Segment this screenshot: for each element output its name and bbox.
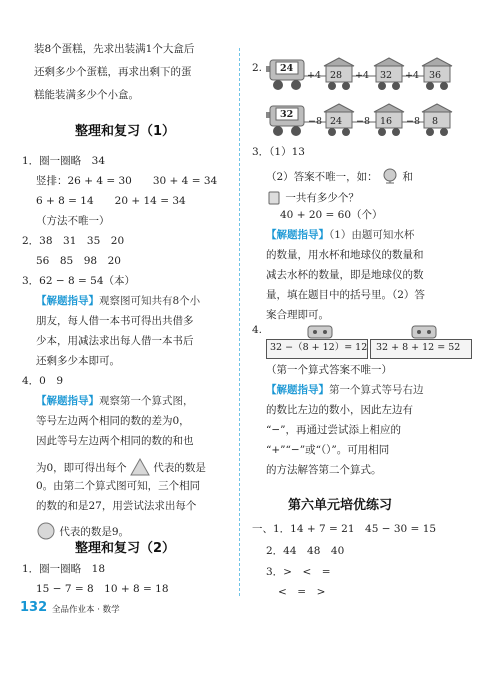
circle-icon bbox=[36, 522, 56, 540]
book-title: 全品作业本 · 数学 bbox=[52, 605, 120, 615]
globe-icon bbox=[381, 168, 399, 184]
hint-label-3: 【解题指导】 bbox=[266, 229, 329, 241]
hint4-line-1: 【解题指导】观察第一个算式图， bbox=[36, 395, 194, 407]
equation-box-1-text: 32 −（8 + 12）= 12 bbox=[270, 342, 368, 353]
s1-line-5: 2．38 31 35 20 bbox=[22, 235, 125, 247]
train1-val-1: 24 bbox=[280, 63, 294, 74]
s2-line-1: 1．圈一圈略 18 bbox=[22, 563, 106, 575]
right-hint3-line-4: 量，填在题目中的括号里。（2）答 bbox=[266, 289, 425, 301]
s1-line-7: 3．62 − 8 = 54（本） bbox=[22, 275, 136, 287]
cup-icon bbox=[266, 189, 282, 205]
column-divider bbox=[239, 48, 240, 596]
hint-label: 【解题指导】 bbox=[36, 295, 99, 307]
s3-line-3: 3．> < = bbox=[266, 566, 331, 578]
s3-line-1: 一、1．14 + 7 = 21 45 − 30 = 15 bbox=[252, 523, 437, 535]
right-hint3-line-1: 【解题指导】（1）由题可知水杯 bbox=[266, 229, 415, 241]
hint3-line-4: 还剩多少本即可。 bbox=[36, 355, 120, 367]
right-hint3-line-2: 的数量，用水杯和地球仪的数量和 bbox=[266, 249, 424, 261]
train2-op-2: −8 bbox=[356, 116, 371, 127]
hint3-line-2: 朋友，每人借一本书可得出共借多 bbox=[36, 315, 194, 327]
s2-line-2: 15 − 7 = 8 10 + 8 = 18 bbox=[36, 583, 169, 595]
train1-op-1: +4 bbox=[307, 70, 322, 81]
hint3-line-3: 少本，用减法求出每人借一本书后 bbox=[36, 335, 194, 347]
q2-label: 2. bbox=[252, 62, 263, 74]
triangle-icon bbox=[130, 458, 150, 476]
s1-line-4: （方法不唯一） bbox=[36, 215, 110, 227]
s1-line-2: 竖排：26 + 4 = 30 30 + 4 = 34 bbox=[36, 175, 218, 187]
section-title-2: 整理和复习（2） bbox=[75, 541, 176, 556]
right-hint3-line-3: 减去水杯的数量，即是地球仪的数 bbox=[266, 269, 424, 281]
hint4-line-7: 代表的数是9。 bbox=[36, 522, 129, 540]
hint4-line-4: 为0，即可得出每个 代表的数是 bbox=[36, 458, 206, 476]
s1-line-1: 1．圈一圈略 34 bbox=[22, 155, 106, 167]
train2-val-2: 24 bbox=[330, 116, 343, 127]
s3-line-4: < = > bbox=[278, 586, 326, 598]
s1-line-6: 56 85 98 20 bbox=[36, 255, 121, 267]
section-title-3: 第六单元培优练习 bbox=[288, 498, 393, 513]
hint4-line-5: 0。由第二个算式图可知，三个相同 bbox=[36, 480, 201, 492]
s3-line-2: 2．44 48 40 bbox=[266, 545, 345, 557]
train1-val-4: 36 bbox=[429, 70, 442, 81]
train2-val-1: 32 bbox=[280, 109, 294, 120]
hint3-line-1: 【解题指导】观察图可知共有8个小 bbox=[36, 295, 201, 307]
right-hint4-line-1: 【解题指导】第一个算式等号右边 bbox=[266, 384, 424, 396]
s1-line-3: 6 + 8 = 14 20 + 14 = 34 bbox=[36, 195, 186, 207]
q3-answer-4: 40 + 20 = 60（个） bbox=[280, 209, 383, 221]
hint4-line-3: 因此等号左边两个相同的数的和也 bbox=[36, 435, 194, 447]
hint4-line-6: 的数的和是27，用尝试法求出每个 bbox=[36, 500, 197, 512]
train1-op-2: +4 bbox=[355, 70, 370, 81]
q4-label: 4. bbox=[252, 324, 263, 336]
train2-op-3: −8 bbox=[406, 116, 421, 127]
hint-label-2: 【解题指导】 bbox=[36, 395, 99, 407]
q3-answer-3: 一共有多少个？ bbox=[266, 189, 359, 205]
right-hint4-line-2: 的数比左边的数小，因此左边有 bbox=[266, 404, 413, 416]
right-hint4-line-4: “+”“−”或“（）”。可用相同 bbox=[266, 444, 390, 456]
hint4-line-2: 等号左边两个相同的数的差为0， bbox=[36, 415, 190, 427]
train2-val-3: 16 bbox=[380, 116, 393, 127]
train1-val-2: 28 bbox=[330, 70, 343, 81]
train2-op-1: −8 bbox=[308, 116, 323, 127]
q3-answer-2: （2）答案不唯一，如： 和 bbox=[266, 168, 413, 184]
train1-op-3: +4 bbox=[405, 70, 420, 81]
equation-box-2-text: 32 + 8 + 12 = 52 bbox=[376, 342, 461, 353]
page-number: 132 bbox=[20, 600, 48, 615]
right-hint4-line-3: “−”，再通过尝试添上相应的 bbox=[266, 424, 402, 436]
intro-line-1: 装8个蛋糕，先求出装满1个大盒后 bbox=[34, 43, 195, 55]
hint-label-4: 【解题指导】 bbox=[266, 384, 329, 396]
intro-line-3: 糕能装满多少个小盒。 bbox=[34, 89, 139, 101]
q4-answer: 4．0 9 bbox=[22, 375, 64, 387]
train2-val-4: 8 bbox=[432, 116, 439, 127]
q3-answer-1: 3．（1）13 bbox=[252, 146, 305, 158]
train1-val-3: 32 bbox=[380, 70, 393, 81]
right-hint3-line-5: 案合理即可。 bbox=[266, 309, 329, 321]
robot-icon-1 bbox=[300, 324, 340, 340]
q4-note: （第一个算式答案不唯一） bbox=[266, 364, 392, 376]
section-title-1: 整理和复习（1） bbox=[75, 124, 176, 139]
intro-line-2: 还剩多少个蛋糕，再求出剩下的蛋 bbox=[34, 66, 192, 78]
robot-icon-2 bbox=[404, 324, 444, 340]
right-hint4-line-5: 的方法解答第二个算式。 bbox=[266, 464, 382, 476]
